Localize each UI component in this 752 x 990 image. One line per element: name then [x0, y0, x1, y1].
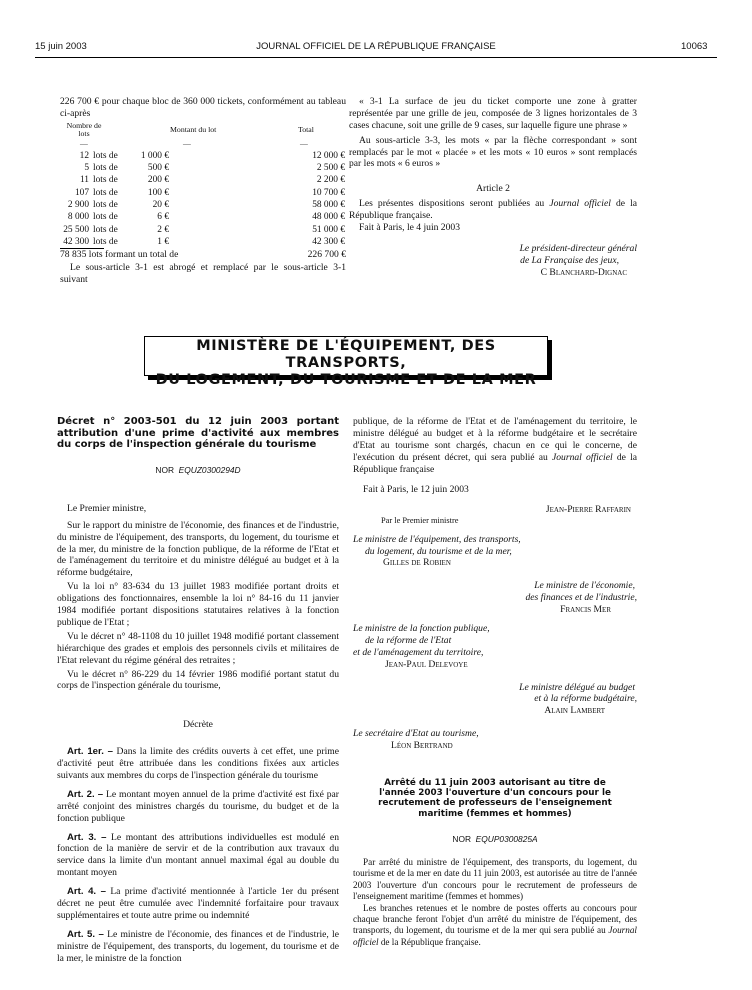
- lots-total: 10 700 €: [312, 187, 345, 198]
- lots-after: Le sous-article 3-1 est abrogé et remplacé par le sous-article 3-1 suivant: [60, 262, 346, 286]
- lots-count: 42 300: [63, 236, 89, 247]
- sig1-name: Gilles de Robien: [383, 557, 451, 569]
- lots-de: lots de: [93, 224, 118, 235]
- arrete-p2a: Les branches retenues et le nombre de postes offerts au concours pour chaque branche feront l'objet d'un arrêté du ministre de l'équipement, des transports, du logement, du tourisme et de la mer qui sera publié au: [353, 903, 637, 936]
- lots-total: 48 000 €: [312, 212, 345, 223]
- ministry-line1: MINISTÈRE DE L'ÉQUIPEMENT, DES TRANSPORTS,: [196, 338, 496, 371]
- col-montant: Montant du lot: [170, 124, 217, 134]
- sig3-name: Jean-Paul Delevoye: [385, 658, 468, 670]
- sig-fdj: de La Française des jeux,: [520, 254, 619, 266]
- lots-leader: [170, 150, 282, 162]
- art4-text: La prime d'activité mentionnée à l'article 1er du présent décret ne peut être cumulée avec l'indemnité forfaitaire pour travaux supplémentaires et toute autre prime ou indemnité: [57, 886, 339, 921]
- art4-label: Art. 4. –: [67, 886, 107, 898]
- decree1-title: Décret n° 2003-501 du 12 juin 2003 portant attribution d'une prime d'activité aux membres du corps de l'inspection générale du tourisme: [57, 416, 339, 450]
- lots-count: 2 900: [67, 199, 89, 210]
- sig1-line-b: du logement, du tourisme et de la mer,: [365, 545, 512, 557]
- page-number: 10063: [681, 41, 708, 52]
- sig-name: C Blanchard-Dignac: [540, 266, 627, 278]
- col-nombre: Nombre de lots: [66, 120, 102, 139]
- art3-text: Le montant des attributions individuelles est modulé en fonction de la manière de servir et de la contribution aux travaux du service dans la limite d'un montant annuel maximal égal au double du montant moyen: [57, 831, 339, 879]
- art5-text: Le ministre de l'économie, des finances et de l'industrie, le ministre de l'équipement, des transports, du logement, du tourisme et de la mer, le ministre de la fonction: [57, 928, 339, 964]
- lots-de: lots de: [93, 212, 118, 223]
- lots-table: [60, 150, 346, 248]
- lots-total: 2 500 €: [316, 163, 345, 174]
- arrete-title: Arrêté du 11 juin 2003 autorisant au titre de l'année 2003 l'ouverture d'un concours pour le recrutement de professeurs de l'enseignement maritime (femmes et hommes): [378, 778, 612, 819]
- sig3-line-a: Le ministre de la fonction publique,: [353, 623, 490, 634]
- lots-count: 8 000: [67, 212, 89, 223]
- sig-premier-ministre: Jean-Pierre Raffarin: [545, 504, 631, 516]
- sig1-line-a: Le ministre de l'équipement, des transports,: [353, 533, 521, 545]
- lots-amount: 6 €: [157, 212, 169, 223]
- arrete-nor-label: NOR: [452, 833, 472, 844]
- lots-de: lots de: [93, 163, 118, 174]
- lots-de: lots de: [93, 150, 118, 161]
- arrete-p1: Par arrêté du ministre de l'équipement, des transports, du logement, du tourisme et de la mer en date du 11 juin 2003, est autorisée au titre de l'année 2003 l'ouverture d'un concours pour le recrutement de professeurs de l'enseignement maritime (femmes et hommes): [353, 857, 637, 901]
- lots-total: 2 200 €: [316, 175, 345, 186]
- decree1-cont-jo: Journal officiel: [551, 451, 613, 463]
- lots-intro: 226 700 € pour chaque bloc de 360 000 tickets, conformément au tableau ci-après: [60, 96, 346, 119]
- decree1-nor-label: NOR: [155, 464, 175, 475]
- lots-leader: [170, 224, 282, 236]
- lots-total: 12 000 €: [312, 150, 345, 161]
- lots-total: 42 300 €: [312, 236, 345, 247]
- col-total: Total: [298, 124, 314, 134]
- sig4-line-b: et à la réforme budgétaire,: [534, 693, 637, 705]
- lots-count: 12: [79, 150, 89, 161]
- right-top-section: [349, 96, 637, 279]
- lots-leader: [170, 174, 282, 186]
- lots-total: 58 000 €: [312, 199, 345, 210]
- lots-leader: [170, 162, 282, 174]
- lots-sum-n: 78 835: [60, 249, 87, 261]
- decree-1-continued: [353, 416, 637, 752]
- lots-amount: 1 000 €: [140, 150, 169, 161]
- sig4-line-a: Le ministre délégué au budget: [519, 681, 635, 693]
- decree1-visa-rapport: Sur le rapport du ministre de l'économie, des finances et de l'industrie, du ministre de l'équipement, des transports, du logement, du tourisme et de la mer, du ministre de la fonction publique, de la réforme de l'Etat et de l'aménagement du territoire et du ministre délégué au budget et à la réforme budgétaire,: [57, 519, 339, 579]
- article2-pre: Les présentes dispositions seront publiées au: [359, 198, 550, 210]
- lots-amount: 200 €: [147, 175, 169, 186]
- lots-count: 107: [74, 187, 89, 198]
- journal-title: JOURNAL OFFICIEL DE LA RÉPUBLIQUE FRANÇAISE: [256, 41, 496, 52]
- decree1-nor-code: EQUZ0300294D: [178, 464, 241, 475]
- sig5-name: Léon Bertrand: [391, 740, 453, 752]
- lots-row: [60, 236, 346, 248]
- subarticle-3-3: Au sous-article 3-3, les mots « par la flèche correspondant » sont remplacés par le mot « placée » et les mots « 10 euros » sont remplacés par les mots « 6 euros »: [349, 134, 637, 170]
- ministry-banner: [144, 336, 548, 388]
- decree1-cont-b: de la République française: [353, 451, 637, 475]
- sig4-name: Alain Lambert: [544, 705, 605, 717]
- arrete-p2-jo: Journal officiel: [353, 925, 637, 947]
- lots-row: [60, 187, 346, 199]
- lots-de: lots de: [93, 187, 118, 198]
- par-le-premier-ministre: Par le Premier ministre: [381, 516, 459, 526]
- lots-amount: 1 €: [157, 236, 169, 247]
- article2-jo: Journal officiel: [549, 198, 611, 210]
- art5-label: Art. 5. –: [67, 928, 104, 940]
- lots-row: [60, 174, 346, 186]
- art2-text: Le montant moyen annuel de la prime d'activité est fixé par arrêté conjoint des ministres chargés du tourisme, du budget et de la fonction publique: [57, 788, 339, 824]
- lots-de: lots de: [93, 236, 118, 247]
- decree1-fait: Fait à Paris, le 12 juin 2003: [363, 484, 469, 496]
- header-rule: [35, 57, 717, 58]
- subarticle-quote: « 3-1 La surface de jeu du ticket comporte une zone à gratter représentée par une grille de jeu, composée de 3 lignes horizontales de 3 cases chacune, soit une grille de 9 cases, sur laquelle figure une phrase »: [349, 96, 637, 131]
- lots-row: [60, 162, 346, 174]
- art2-label: Art. 2. –: [67, 788, 104, 800]
- decree1-decrete: Décrète: [183, 719, 213, 731]
- lots-count: 11: [79, 175, 89, 186]
- decree1-visa-decret-1986: Vu le décret n° 86-229 du 14 février 1986 modifié portant statut du corps de l'inspection générale du tourisme,: [57, 668, 339, 692]
- art3-label: Art. 3. –: [67, 831, 107, 843]
- lots-amount: 500 €: [147, 163, 169, 174]
- art1-text: Dans la limite des crédits ouverts à cet effet, une prime d'activité peut être attribuée dans les conditions fixées aux articles suivants aux membres du corps de l'inspection générale du tourisme: [57, 746, 339, 781]
- lots-row: [60, 211, 346, 223]
- lots-total: 51 000 €: [312, 224, 345, 235]
- lots-section: [60, 96, 346, 286]
- lots-row: [60, 150, 346, 162]
- arrete-nor-code: EQUP0300825A: [475, 833, 538, 844]
- lots-sum-text: lots formant un total de: [88, 249, 179, 261]
- decree1-cont-a: publique, de la réforme de l'Etat et de l'aménagement du territoire, le ministre délégué au budget et à la réforme budgétaire et le secrétaire d'Etat au tourisme sont chargés, chacun en ce qui le concerne, de l'exécution du présent décret, qui sera publié au: [353, 416, 637, 463]
- ministry-line2: DU LOGEMENT, DU TOURISME ET DE LA MER: [155, 372, 537, 388]
- lots-amount: 2 €: [157, 224, 169, 235]
- decree1-premier: Le Premier ministre,: [67, 502, 147, 514]
- lots-de: lots de: [93, 175, 118, 186]
- sig2-name: Francis Mer: [560, 604, 611, 616]
- art1-label: Art. 1er. –: [67, 746, 114, 758]
- lots-leader: [170, 236, 282, 248]
- arrete-p2b: de la République française.: [378, 936, 481, 947]
- sig5-line-a: Le secrétaire d'Etat au tourisme,: [353, 728, 479, 740]
- lots-row: [60, 224, 346, 236]
- decree1-visa-decret-1948: Vu le décret n° 48-1108 du 10 juillet 1948 modifié portant classement hiérarchique des grades et emplois des personnels civils et militaires de l'Etat relevant du régime général des retraites ;: [57, 630, 339, 666]
- decree-1: [57, 416, 339, 964]
- sig3-line-b: de la réforme de l'Etat: [365, 634, 452, 646]
- lots-amount: 20 €: [152, 199, 169, 210]
- lots-row: [60, 199, 346, 211]
- lots-header: Nombre de lots Montant du lot Total — — —: [60, 122, 346, 150]
- lots-de: lots de: [93, 199, 118, 210]
- fait-4-juin: Fait à Paris, le 4 juin 2003: [359, 222, 460, 234]
- sig2-line-a: Le ministre de l'économie,: [534, 580, 635, 592]
- decree1-visa-loi: Vu la loi n° 83-634 du 13 juillet 1983 modifiée portant droits et obligations des fonctionnaires, ensemble la loi n° 84-16 du 11 janvier 1984 modifiée portant dispositions statutaires relatives à la fonction publique de l'Etat ;: [57, 581, 339, 628]
- sig3-line-c: et de l'aménagement du territoire,: [353, 646, 484, 658]
- sig-president: Le président-directeur général: [519, 242, 637, 254]
- lots-amount: 100 €: [147, 187, 169, 198]
- lots-count: 5: [84, 163, 89, 174]
- header-date: 15 juin 2003: [35, 41, 87, 52]
- lots-sum-row: [60, 249, 346, 261]
- lots-leader: [170, 199, 282, 211]
- article2-title: Article 2: [476, 183, 510, 195]
- article2-post: de la République française.: [349, 198, 637, 222]
- arrete-section: [353, 778, 637, 948]
- lots-sum-total: 226 700 €: [307, 249, 346, 261]
- lots-count: 25 500: [63, 224, 89, 235]
- sig2-line-b: des finances et de l'industrie,: [525, 592, 637, 604]
- lots-leader: [170, 187, 282, 199]
- lots-leader: [170, 211, 282, 223]
